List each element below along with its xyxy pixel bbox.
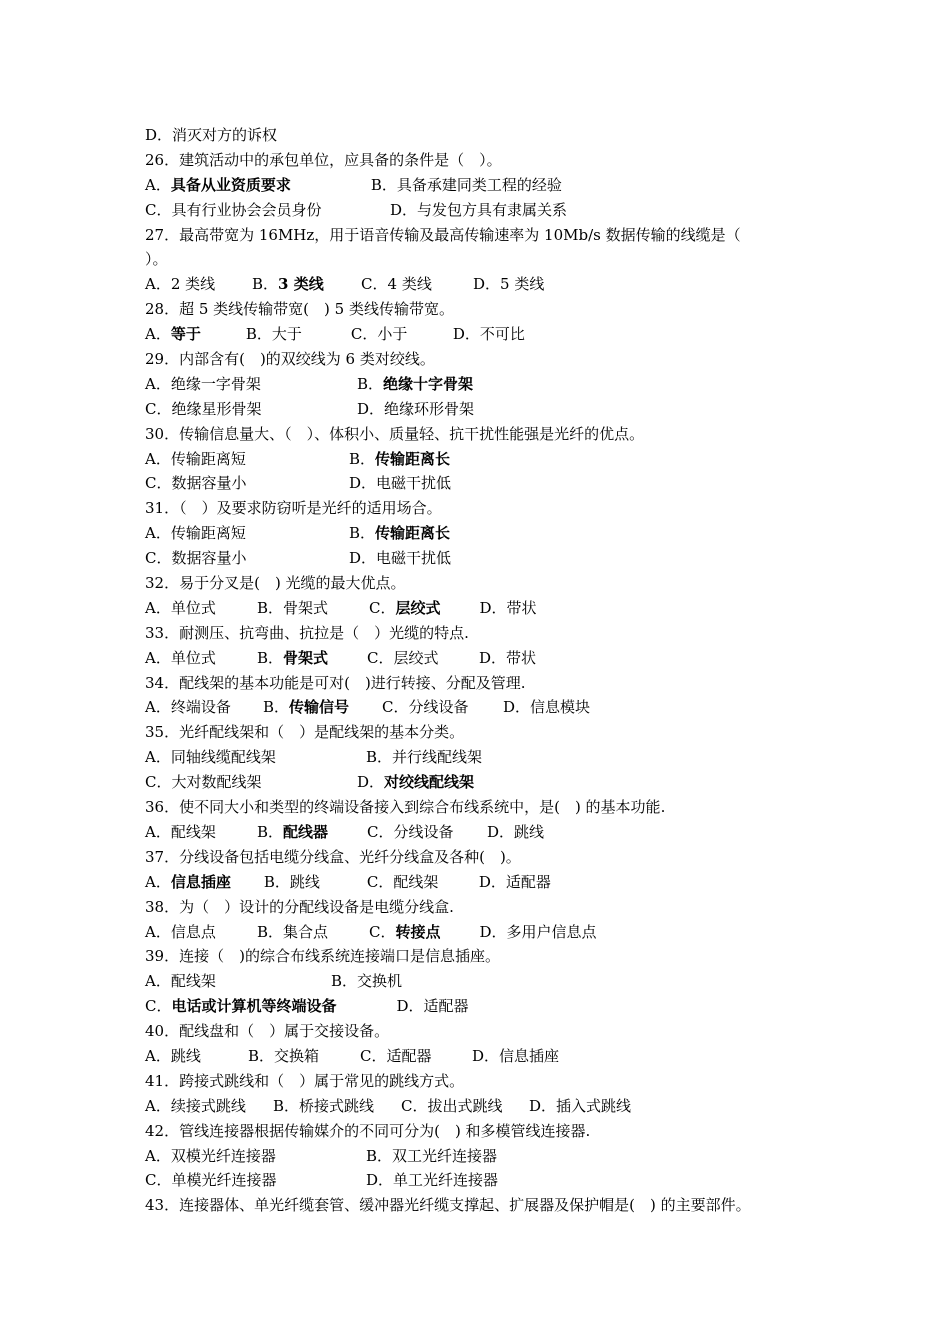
line-text: 29．内部含有( )的双绞线为 6 类对绞线。 [145,350,435,369]
answer-text: 层绞式 [395,598,441,617]
text-line [145,870,835,895]
text-line [145,920,835,945]
line-text: C．小于 [350,325,408,344]
line-text: D．信息模块 [503,698,591,717]
line-text: B． [357,374,384,393]
line-text: C．数据容量小 [145,474,247,493]
line-text: 39．连接（ )的综合布线系统连接端口是信息插座。 [145,947,500,966]
line-text: C．分线设备 [367,822,454,841]
answer-text: 转接点 [395,922,441,941]
line-text: D．不可比 [452,325,525,344]
answer-text: 对绞线配线架 [384,773,475,792]
line-text: A．跳线 [145,1046,201,1065]
text-line [145,845,835,870]
text-line [145,969,835,994]
line-text: 30．传输信息量大、（ ）、体积小、质量轻、抗干扰性能强是光纤的优点。 [145,424,645,443]
line-text: B．桥接式跳线 [273,1096,375,1115]
line-text: D．适配器 [396,997,469,1016]
text-line [145,895,835,920]
text-line [145,596,835,621]
line-text: D．插入式跳线 [529,1096,632,1115]
line-text: A． [145,872,171,891]
text-line [145,745,835,770]
line-text: A．2 类线 [145,275,216,294]
text-line [145,1168,835,1193]
text-line [145,695,835,720]
document-body [145,123,835,1218]
text-line [145,571,835,596]
text-line [145,148,835,173]
line-text: C．单模光纤连接器 [145,1171,277,1190]
line-text: D． [357,773,385,792]
text-line [145,397,835,422]
line-text: B． [349,449,376,468]
answer-text: 电话或计算机等终端设备 [171,997,337,1016]
text-line [145,944,835,969]
text-line [145,322,835,347]
line-text: B． [349,524,376,543]
line-text: B．具备承建同类工程的经验 [370,175,562,194]
text-line [145,646,835,671]
text-line [145,372,835,397]
line-text: B．大于 [245,325,302,344]
line-text: 40．配线盘和（ ）属于交接设备。 [145,1022,390,1041]
text-line [145,173,835,198]
line-text: A． [145,325,171,344]
line-text: A．终端设备 [145,698,231,717]
text-line [145,1019,835,1044]
text-line [145,546,835,571]
line-text: C． [369,922,396,941]
line-text: A．传输距离短 [145,524,246,543]
line-text: D．跳线 [487,822,545,841]
line-text: C．分线设备 [382,698,469,717]
line-text: 38．为（ ）设计的分配线设备是电缆分线盒. [145,897,454,916]
line-text: B． [252,275,279,294]
text-line [145,521,835,546]
line-text: A．续接式跳线 [145,1096,246,1115]
text-line [145,123,835,148]
text-line [145,422,835,447]
line-text: 43．连接器体、单光纤缆套管、缓冲器光纤缆支撑起、扩展器及保护帽是( ) 的主要部件。 [145,1196,751,1215]
line-text: A．双模光纤连接器 [145,1146,276,1165]
line-text: C．4 类线 [361,275,432,294]
answer-text: 传输距离长 [375,524,451,543]
text-line [145,347,835,372]
line-text: 41．跨接式跳线和（ ）属于常见的跳线方式。 [145,1071,465,1090]
text-line [145,1094,835,1119]
line-text: C．适配器 [360,1046,432,1065]
text-line [145,720,835,745]
line-text: D．与发包方具有隶属关系 [390,200,568,219]
text-line [145,795,835,820]
answer-text: 等于 [170,325,201,344]
line-text: B．交换机 [331,972,403,991]
answer-text: 3 类线 [278,275,324,294]
text-line [145,198,835,223]
line-text: D．单工光纤连接器 [366,1171,499,1190]
line-text: A．信息点 [145,922,216,941]
line-text: 26．建筑活动中的承包单位，应具备的条件是（ ）。 [145,150,502,169]
answer-text: 配线器 [283,822,329,841]
answer-text: 绝缘十字骨架 [383,374,474,393]
line-text: B．并行线配线架 [366,748,483,767]
answer-text: 具备从业资质要求 [170,175,291,194]
line-text: B． [257,822,284,841]
line-text: 34．配线架的基本功能是可对( )进行转接、分配及管理. [145,673,526,692]
line-text: A．单位式 [145,648,216,667]
line-text: D．适配器 [478,872,551,891]
line-text: B．骨架式 [257,598,329,617]
text-line [145,447,835,472]
line-text: 32．易于分叉是( ) 光缆的最大优点。 [145,574,406,593]
answer-text: 传输距离长 [375,449,451,468]
text-line [145,621,835,646]
answer-text: 传输信号 [289,698,350,717]
text-line [145,1069,835,1094]
line-text: B． [263,698,290,717]
line-text: B．跳线 [263,872,320,891]
line-text: A．传输距离短 [145,449,246,468]
text-line [145,496,835,521]
line-text: D．带状 [479,598,537,617]
line-text: D．绝缘环形骨架 [357,399,475,418]
line-text: D．电磁干扰低 [349,474,452,493]
line-text: D．消灭对方的诉权 [145,126,278,144]
text-line [145,770,835,795]
text-line [145,1193,835,1218]
text-line [145,1044,835,1069]
line-text: 28．超 5 类线传输带宽( ) 5 类线传输带宽。 [145,300,454,319]
line-text: D．带状 [479,648,537,667]
line-text: ）。 [145,250,168,269]
line-text: B． [257,648,284,667]
line-text: D．信息插座 [472,1046,560,1065]
line-text: B．集合点 [257,922,329,941]
line-text: D．多用户信息点 [479,922,597,941]
line-text: A．同轴线缆配线架 [145,748,276,767]
line-text: C．具有行业协会会员身份 [145,200,322,219]
text-line [145,297,835,322]
line-text: A．单位式 [145,598,216,617]
answer-text: 信息插座 [170,872,231,891]
line-text: D．电磁干扰低 [349,549,452,568]
line-text: 36．使不同大小和类型的终端设备接入到综合布线系统中，是( ) 的基本功能. [145,798,666,817]
line-text: 42．管线连接器根据传输媒介的不同可分为( ) 和多模管线连接器. [145,1121,591,1140]
line-text: C． [369,598,396,617]
text-line [145,1119,835,1144]
line-text: C．绝缘星形骨架 [145,399,262,418]
text-line [145,223,835,248]
text-line [145,471,835,496]
line-text: 33．耐测压、抗弯曲、抗拉是（ ）光缆的特点. [145,623,469,642]
text-line [145,671,835,696]
line-text: 27．最高带宽为 16MHz，用于语音传输及最高传输速率为 10Mb/s 数据传输的线缆是（ [145,225,741,244]
line-text: C．数据容量小 [145,549,247,568]
line-text: 35．光纤配线架和（ ）是配线架的基本分类。 [145,723,465,742]
line-text: C．配线架 [366,872,439,891]
line-text: B．交换箱 [248,1046,320,1065]
text-line [145,1144,835,1169]
text-line [145,994,835,1019]
line-text: A．配线架 [145,972,216,991]
line-text: A．绝缘一字骨架 [145,374,261,393]
text-line [145,820,835,845]
answer-text: 骨架式 [283,648,329,667]
line-text: 31．（ ）及要求防窃听是光纤的适用场合。 [145,499,442,518]
line-text: A． [145,175,171,194]
line-text: C． [145,997,172,1016]
text-line [145,247,835,272]
line-text: C．拔出式跳线 [401,1096,503,1115]
text-line [145,272,835,297]
line-text: D．5 类线 [473,275,545,294]
line-text: C．大对数配线架 [145,773,262,792]
line-text: B．双工光纤连接器 [366,1146,498,1165]
line-text: A．配线架 [145,822,216,841]
line-text: 37．分线设备包括电缆分线盒、光纤分线盒及各种( )。 [145,847,521,866]
line-text: C．层绞式 [367,648,439,667]
